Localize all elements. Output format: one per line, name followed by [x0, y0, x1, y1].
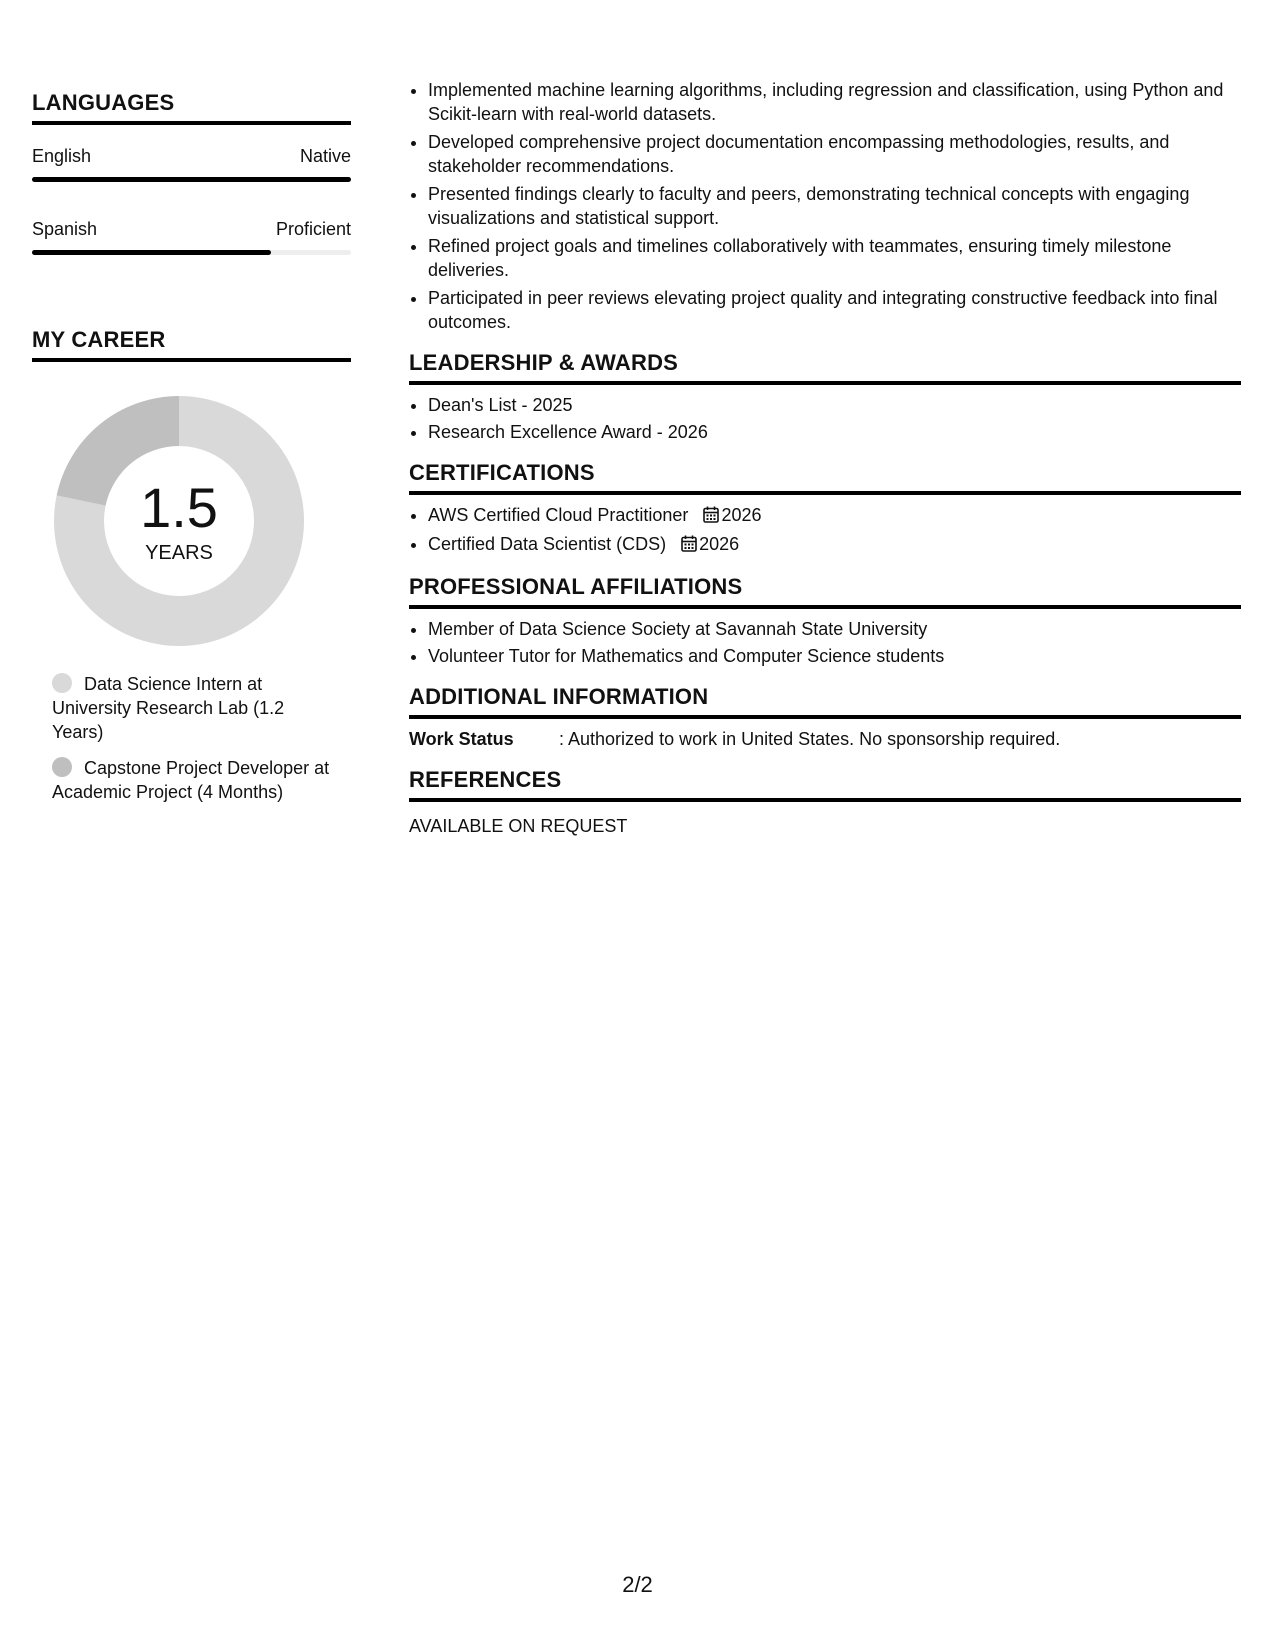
language-name: English [32, 146, 92, 166]
legend-label: Capstone Project Developer at Academic Project (4 Months) [52, 758, 330, 802]
experience-bullet: • Participated in peer reviews elevating project quality and integrating constructive feedback into final outcomes. [428, 286, 1241, 334]
languages-title: LANGUAGES [32, 90, 351, 125]
language-name: Spanish [32, 219, 98, 239]
legend-item-intern [52, 672, 332, 744]
language-bar-fill [32, 250, 271, 255]
certification-name: AWS Certified Cloud Practitioner [428, 505, 689, 525]
legend-dot-icon [52, 673, 72, 693]
certification-item [428, 503, 1241, 529]
affiliation-item: • Member of Data Science Society at Savannah State University [428, 617, 1241, 641]
affiliations-section [409, 574, 1241, 668]
award-item: • Research Excellence Award - 2026 [428, 420, 1241, 444]
language-item-spanish [32, 218, 351, 255]
language-level: Proficient [275, 219, 351, 239]
career-section [32, 327, 351, 804]
references-title: REFERENCES [409, 767, 1241, 802]
leadership-section [409, 350, 1241, 444]
references-text: AVAILABLE ON REQUEST [409, 816, 628, 836]
legend-dot-icon [52, 757, 72, 777]
calendar-icon [681, 534, 697, 558]
language-bar [32, 250, 351, 255]
additional-section [409, 684, 1241, 751]
language-bar [32, 177, 351, 182]
certification-year: 2026 [699, 534, 740, 554]
additional-title: ADDITIONAL INFORMATION [409, 684, 1241, 719]
right-column [409, 78, 1241, 838]
certifications-section [409, 460, 1241, 558]
certifications-title: CERTIFICATIONS [409, 460, 1241, 495]
work-status-row [409, 727, 1241, 751]
left-column [32, 90, 351, 816]
legend-item-capstone [52, 756, 332, 804]
affiliation-item: • Volunteer Tutor for Mathematics and Computer Science students [428, 644, 1241, 668]
career-total-value: 1.5 [140, 476, 218, 539]
calendar-icon [703, 505, 719, 529]
affiliations-title: PROFESSIONAL AFFILIATIONS [409, 574, 1241, 609]
career-title: MY CAREER [32, 327, 351, 362]
certification-item [428, 532, 1241, 558]
career-legend [52, 672, 332, 804]
career-total-unit: YEARS [145, 542, 213, 564]
certification-year: 2026 [721, 505, 762, 525]
language-item-english [32, 145, 351, 182]
references-section [409, 767, 1241, 838]
experience-bullet: • Implemented machine learning algorithms, including regression and classification, using Python and Scikit-learn with real-world datasets. [428, 78, 1241, 126]
language-level: Native [299, 146, 351, 166]
experience-bullet-list [409, 78, 1241, 334]
legend-label: Data Science Intern at University Research Lab (1.2 Years) [52, 674, 285, 742]
leadership-title: LEADERSHIP & AWARDS [409, 350, 1241, 385]
award-item: • Dean's List - 2025 [428, 393, 1241, 417]
career-donut-chart [54, 396, 304, 646]
experience-bullet: • Developed comprehensive project documentation encompassing methodologies, results, and stakeholder recommendations. [428, 130, 1241, 178]
experience-bullet: • Presented findings clearly to faculty and peers, demonstrating technical concepts with engaging visualizations and statistical support. [428, 182, 1241, 230]
donut-center [54, 476, 304, 565]
experience-bullet: • Refined project goals and timelines collaboratively with teammates, ensuring timely milestone deliveries. [428, 234, 1241, 282]
language-bar-fill [32, 177, 351, 182]
work-status-label: Work Status [409, 729, 514, 749]
certification-name: Certified Data Scientist (CDS) [428, 534, 667, 554]
work-status-value: : Authorized to work in United States. No sponsorship required. [559, 729, 1061, 749]
page-number: 2/2 [622, 1572, 653, 1597]
